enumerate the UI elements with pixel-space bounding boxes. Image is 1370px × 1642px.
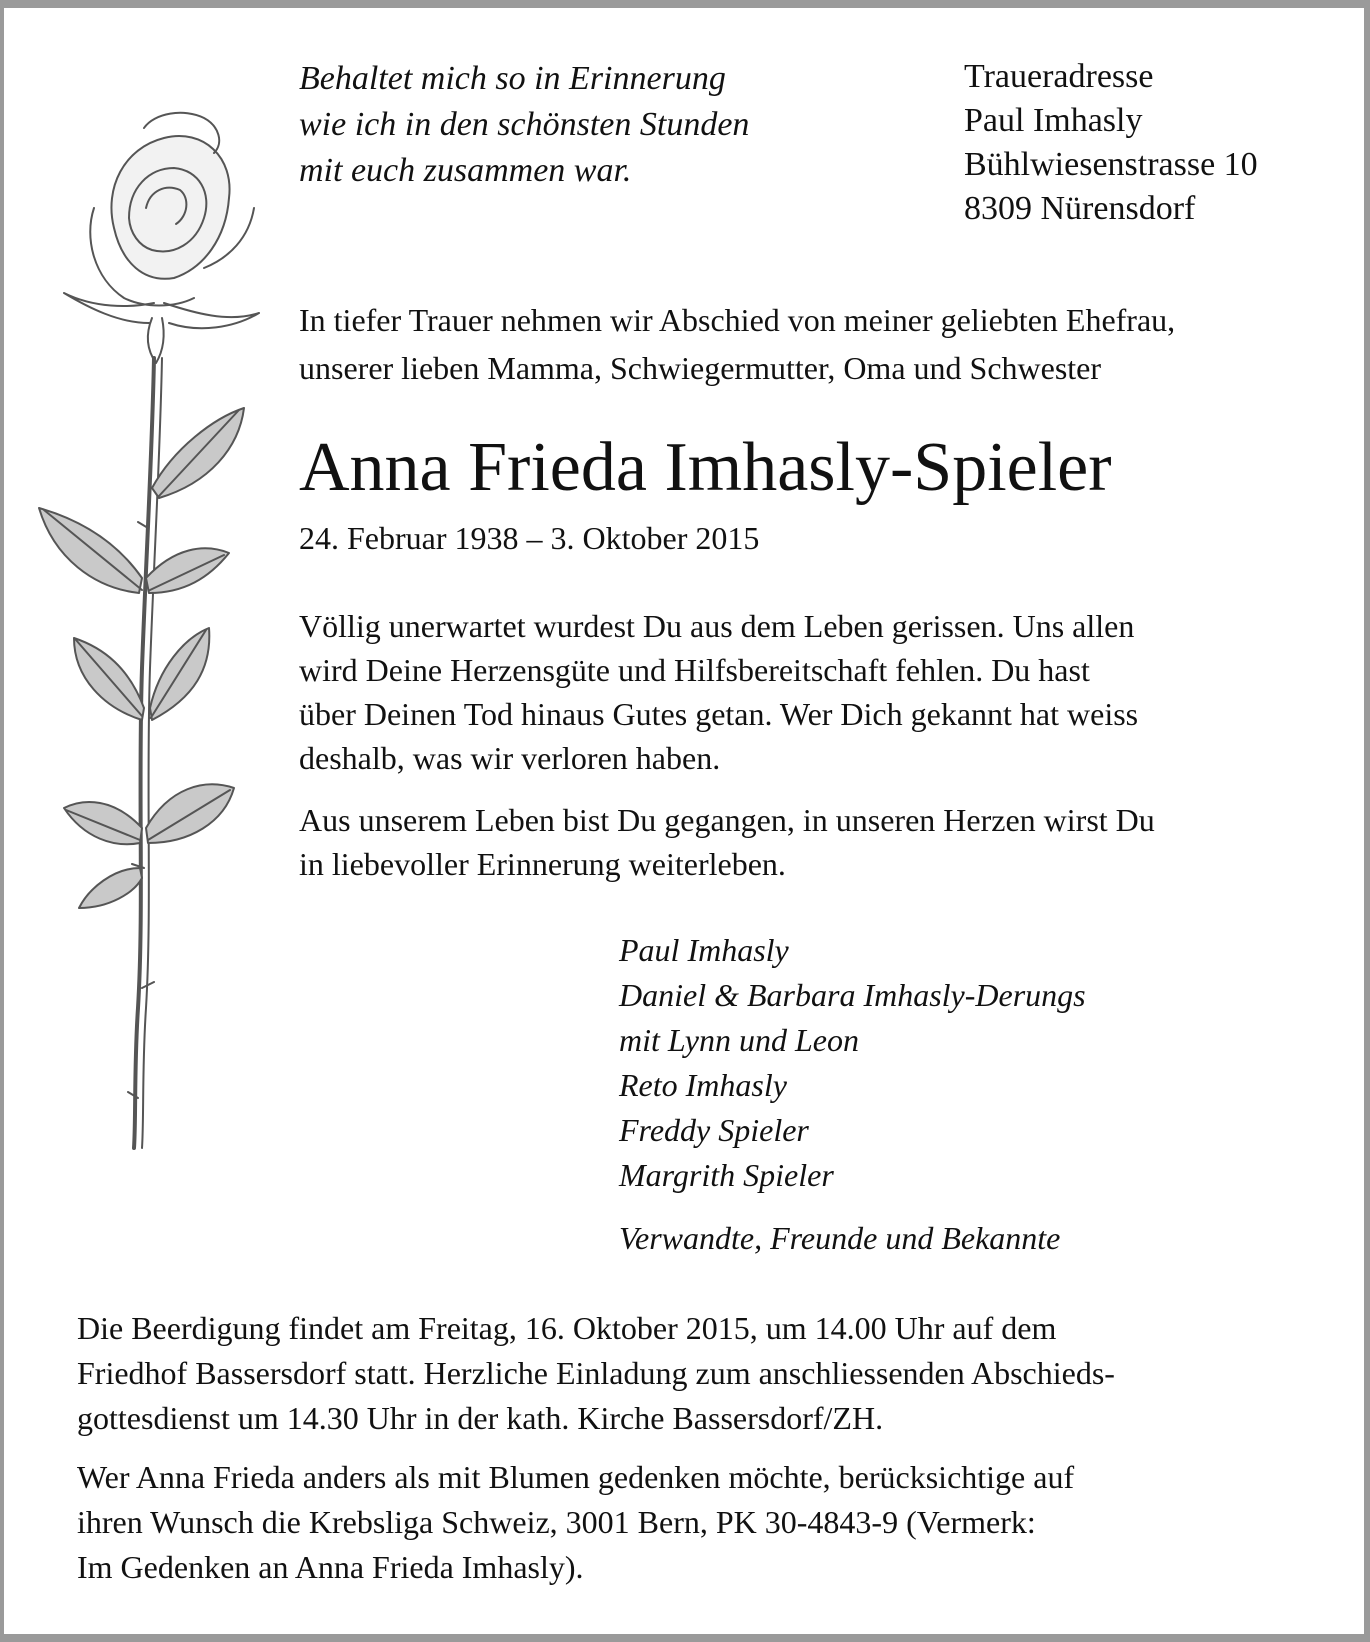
funeral-line: gottesdienst um 14.30 Uhr in der kath. Kirche Bassersdorf/ZH.	[77, 1400, 884, 1436]
leaf	[39, 508, 142, 593]
leaf	[79, 868, 142, 908]
tribute-line: wird Deine Herzensgüte und Hilfsbereitschaft fehlen. Du hast	[299, 652, 1090, 688]
motto-line: mit euch zusammen war.	[299, 152, 632, 189]
life-dates: 24. Februar 1938 – 3. Oktober 2015	[299, 520, 760, 556]
tribute-line: in liebevoller Erinnerung weiterleben.	[299, 846, 786, 882]
motto-line: Behaltet mich so in Erinnerung	[299, 60, 726, 97]
donation-line: Im Gedenken an Anna Frieda Imhasly).	[77, 1549, 584, 1585]
tribute-line: deshalb, was wir verloren haben.	[299, 740, 721, 776]
intro-line: In tiefer Trauer nehmen wir Abschied von meiner geliebten Ehefrau,	[299, 302, 1176, 338]
tribute-line: über Deinen Tod hinaus Gutes getan. Wer Dich gekannt hat weiss	[299, 696, 1139, 732]
donation-info	[77, 1455, 1327, 1590]
rose-illustration	[34, 108, 274, 1158]
mourner: Daniel & Barbara Imhasly-Derungs	[619, 977, 1086, 1013]
motto-line: wie ich in den schönsten Stunden	[299, 106, 750, 143]
donation-line: ihren Wunsch die Krebsliga Schweiz, 3001 Bern, PK 30-4843-9 (Vermerk:	[77, 1504, 1036, 1540]
memorial-motto	[299, 56, 859, 194]
intro-line: unserer lieben Mamma, Schwiegermutter, Oma und Schwester	[299, 350, 1102, 386]
mourner: Reto Imhasly	[619, 1067, 787, 1103]
mourner: Freddy Spieler	[619, 1112, 809, 1148]
mourning-address	[964, 55, 1344, 231]
tribute-line: Völlig unerwartet wurdest Du aus dem Leben gerissen. Uns allen	[299, 608, 1135, 644]
funeral-info	[77, 1306, 1327, 1441]
leaf	[64, 802, 142, 844]
deceased-name: Anna Frieda Imhasly-Spieler	[299, 429, 1112, 506]
relatives-line: Verwandte, Freunde und Bekannte	[619, 1220, 1061, 1256]
obituary-page	[4, 8, 1364, 1634]
tribute-paragraph-1	[299, 604, 1349, 780]
address-city: 8309 Nürensdorf	[964, 190, 1196, 227]
rose-bloom	[64, 113, 259, 363]
address-label: Traueradresse	[964, 58, 1154, 95]
mourner: Paul Imhasly	[619, 932, 789, 968]
donation-line: Wer Anna Frieda anders als mit Blumen gedenken möchte, berücksichtige auf	[77, 1459, 1075, 1495]
mourner: mit Lynn und Leon	[619, 1022, 859, 1058]
intro-text	[299, 296, 1349, 392]
address-street: Bühlwiesenstrasse 10	[964, 146, 1258, 183]
address-name: Paul Imhasly	[964, 102, 1143, 139]
funeral-line: Friedhof Bassersdorf statt. Herzliche Einladung zum anschliessenden Abschieds-	[77, 1355, 1115, 1391]
mourner: Margrith Spieler	[619, 1157, 834, 1193]
funeral-line: Die Beerdigung findet am Freitag, 16. Oktober 2015, um 14.00 Uhr auf dem	[77, 1310, 1057, 1346]
mourners-list	[619, 928, 1319, 1198]
tribute-line: Aus unserem Leben bist Du gegangen, in unseren Herzen wirst Du	[299, 802, 1155, 838]
tribute-paragraph-2	[299, 798, 1349, 886]
